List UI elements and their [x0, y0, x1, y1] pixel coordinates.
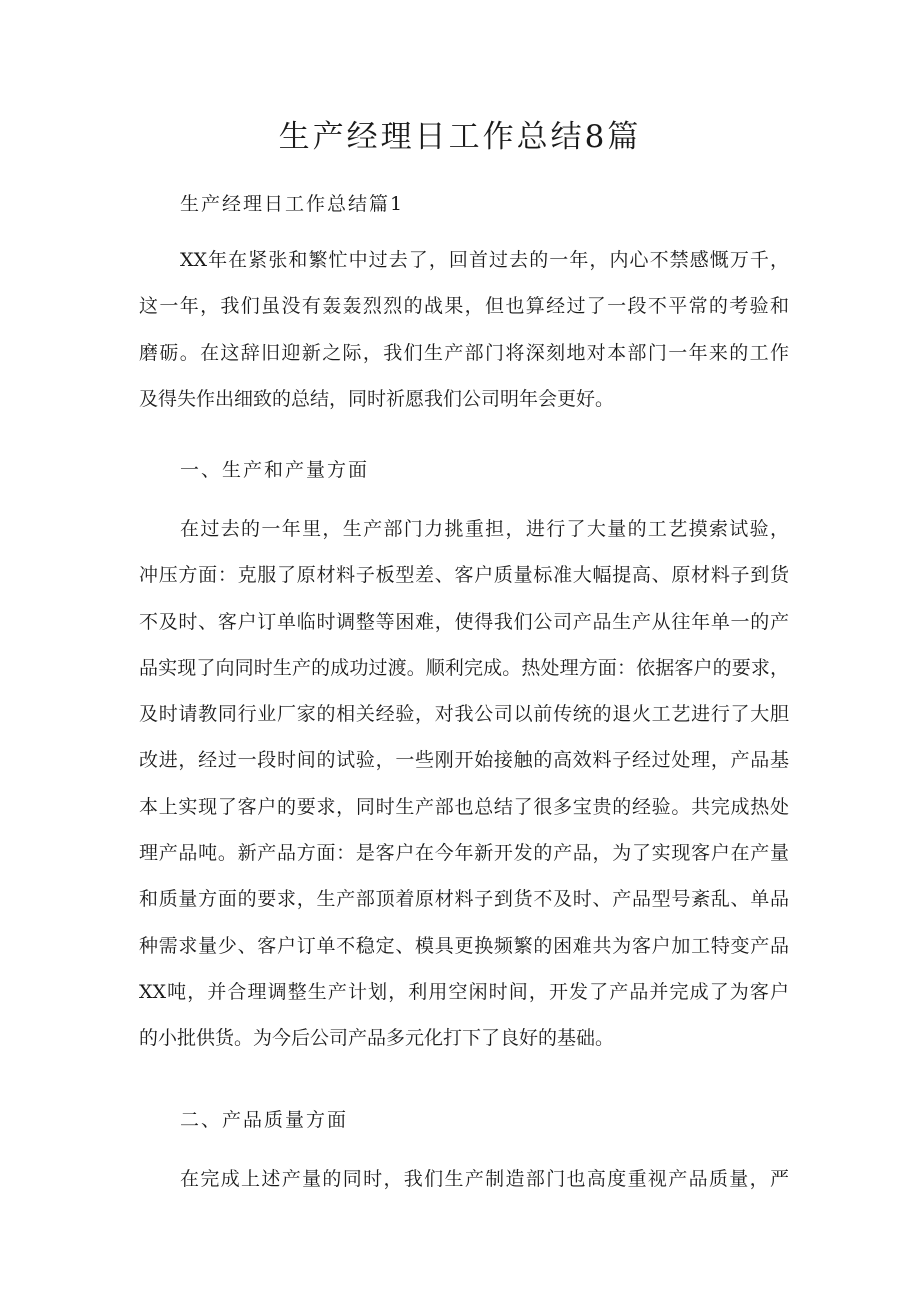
paragraph-line: 不及时、客户订单临时调整等困难，使得我们公司产品生产从往年单一的产 — [139, 610, 789, 633]
section-heading-quality: 二、产品质量方面 — [180, 1109, 349, 1131]
section-subtitle: 生产经理日工作总结篇1 — [180, 193, 405, 215]
paragraph-line: XX年在紧张和繁忙中过去了，回首过去的一年，内心不禁感慨万千， — [180, 249, 789, 271]
paragraph-line: 冲压方面：克服了原材料子板型差、客户质量标准大幅提高、原材料子到货 — [139, 564, 789, 587]
intro-paragraph — [139, 237, 789, 422]
paragraph-line: 在完成上述产量的同时，我们生产制造部门也高度重视产品质量，严 — [180, 1168, 789, 1190]
paragraph-line: 品实现了向同时生产的成功过渡。顺利完成。热处理方面：依据客户的要求， — [139, 656, 789, 679]
paragraph-line: 在过去的一年里，生产部门力挑重担，进行了大量的工艺摸索试验， — [180, 518, 789, 540]
paragraph-line: 理产品吨。新产品方面：是客户在今年新开发的产品，为了实现客户在产量 — [139, 842, 789, 865]
paragraph-line: 这一年，我们虽没有轰轰烈烈的战果，但也算经过了一段不平常的考验和 — [139, 295, 789, 318]
paragraph-line: 磨砺。在这辞旧迎新之际，我们生产部门将深刻地对本部门一年来的工作 — [139, 341, 789, 364]
paragraph-line: 及得失作出细致的总结，同时祈愿我们公司明年会更好。 — [139, 387, 615, 410]
document-title: 生产经理日工作总结8篇 — [278, 119, 642, 155]
paragraph-line: 本上实现了客户的要求，同时生产部也总结了很多宝贵的经验。共完成热处 — [139, 795, 789, 818]
paragraph-line: 及时请教同行业厂家的相关经验，对我公司以前传统的退火工艺进行了大胆 — [139, 703, 789, 726]
quality-paragraph — [139, 1156, 789, 1202]
production-paragraph — [139, 506, 789, 1062]
paragraph-line: 改进，经过一段时间的试验，一些刚开始接触的高效料子经过处理，产品基 — [139, 749, 789, 772]
section-heading-production: 一、生产和产量方面 — [180, 459, 370, 481]
paragraph-line: XX吨，并合理调整生产计划，利用空闲时间，开发了产品并完成了为客户 — [139, 980, 789, 1003]
paragraph-line: 和质量方面的要求，生产部顶着原材料子到货不及时、产品型号紊乱、单品 — [139, 888, 789, 911]
paragraph-line: 的小批供货。为今后公司产品多元化打下了良好的基础。 — [139, 1027, 615, 1050]
paragraph-line: 种需求量少、客户订单不稳定、模具更换频繁的困难共为客户加工特变产品 — [139, 934, 789, 957]
